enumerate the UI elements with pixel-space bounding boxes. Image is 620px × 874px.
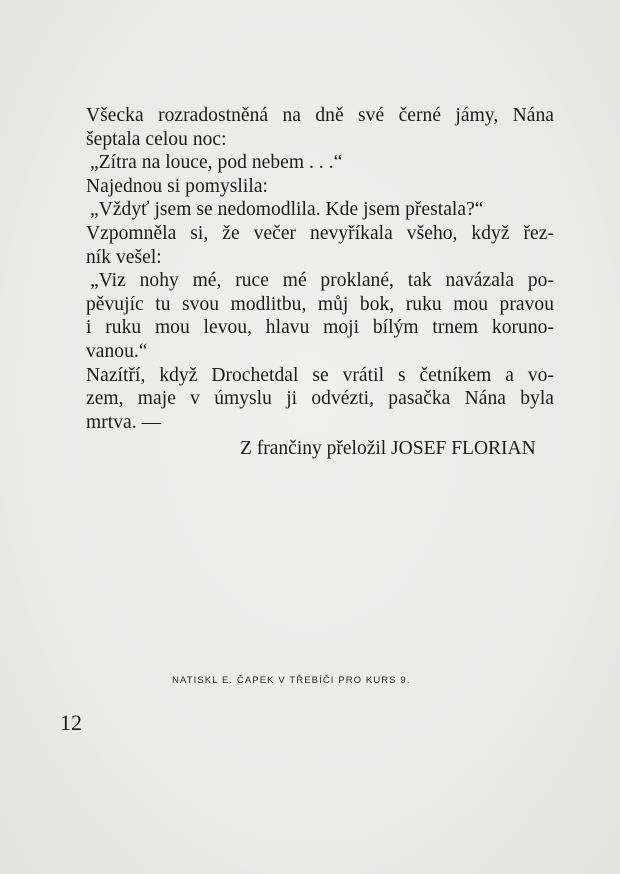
text-line: Nazítří, když Drochetdal se vrátil s četníkem a vo- — [86, 364, 554, 386]
text-line: šeptala celou noc: — [86, 128, 227, 150]
text-line: zem, maje v úmyslu ji odvézti, pasačka Nána byla — [86, 388, 554, 410]
printer-imprint: NATISKL E. ČAPEK V TŘEBÍČI PRO KURS 9. — [172, 675, 411, 686]
text-line: i ruku mou levou, hlavu moji bílým trnem koruno- — [86, 317, 554, 339]
text-line: Všecka rozradostněná na dně své černé jámy, Nána — [86, 105, 554, 126]
text-line: mrtva. — — [86, 411, 162, 433]
page-number: 12 — [60, 710, 82, 735]
text-line: „Vždyť jsem se nedomodlila. Kde jsem přestala?“ — [90, 199, 484, 221]
text-line: ník vešel: — [86, 246, 162, 268]
text-line: Vzpomněla si, že večer nevyříkala všeho, když řez- — [86, 222, 554, 244]
translator-credit: Z frančiny přeložil JOSEF FLORIAN — [240, 438, 536, 459]
text-line: „Viz nohy mé, ruce mé proklané, tak navázala po- — [90, 270, 554, 292]
text-line: pěvujíc tu svou modlitbu, můj bok, ruku mou pravou — [86, 293, 554, 315]
story-text — [86, 104, 554, 434]
text-line: „Zítra na louce, pod nebem . . .“ — [90, 152, 343, 174]
text-line: vanou.“ — [86, 340, 148, 362]
text-line: Najednou si pomyslila: — [86, 175, 268, 197]
